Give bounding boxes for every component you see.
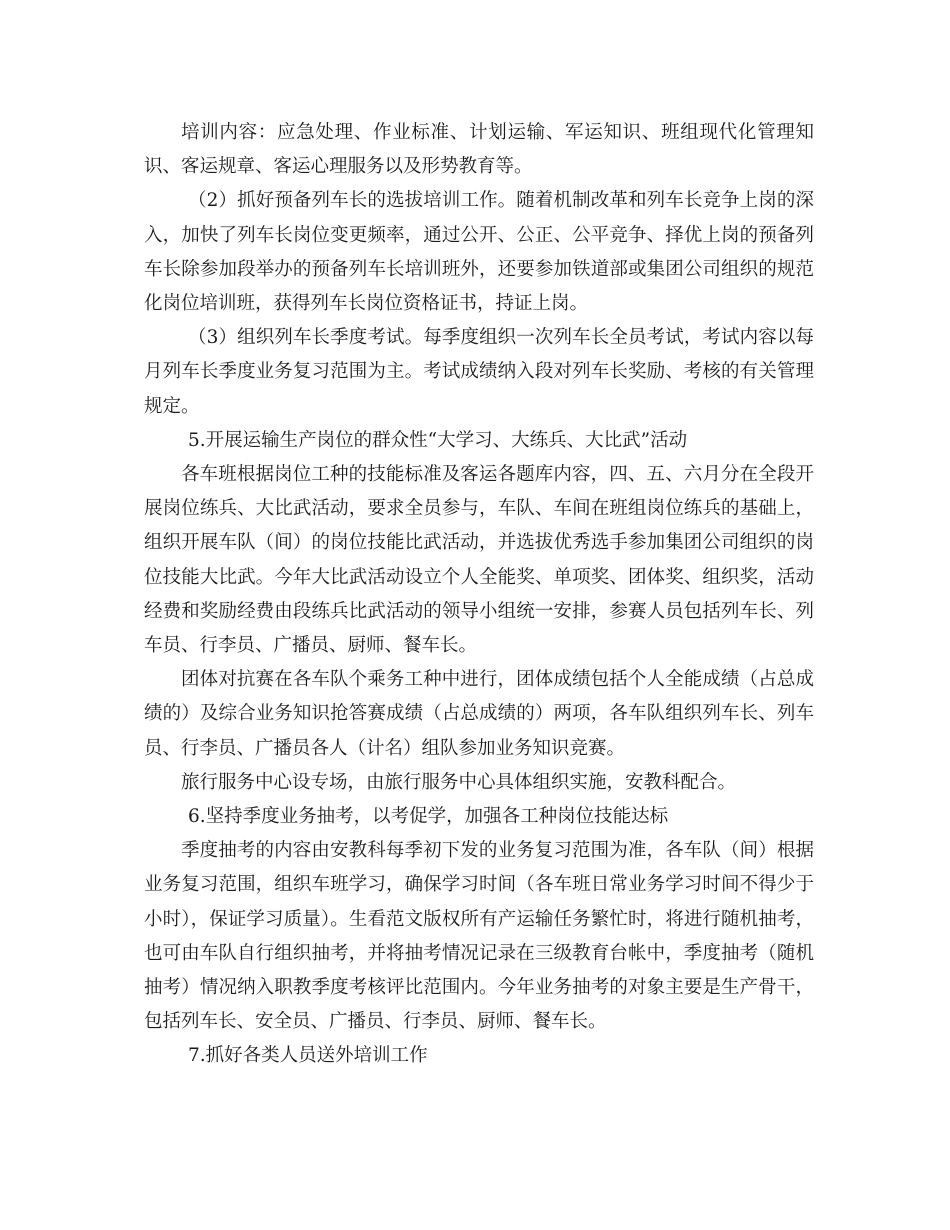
paragraph-team-contest: 团体对抗赛在各车队个乘务工种中进行，团体成绩包括个人全能成绩（占总成绩的）及综合业务知识抢答赛成绩（占总成绩的）两项，各车队组织列车长、列车员、行李员、广播员各人（计名）组队参加业务知识竞赛。 bbox=[144, 669, 814, 759]
section-heading-7: 7.抓好各类人员送外培训工作 bbox=[188, 1045, 428, 1067]
section-heading-6: 6.坚持季度业务抽考，以考促学，加强各工种岗位技能达标 bbox=[188, 806, 669, 828]
document-body bbox=[144, 116, 814, 1074]
section-heading-5: 5.开展运输生产岗位的群众性“大学习、大练兵、大比武”活动 bbox=[188, 429, 688, 451]
paragraph-quarterly-exam: （3）组织列车长季度考试。每季度组织一次列车长全员考试，考试内容以每月列车长季度业务复习范围为主。考试成绩纳入段对列车长奖励、考核的有关管理规定。 bbox=[144, 327, 814, 417]
paragraph-reserve-conductor-training: （2）抓好预备列车长的选拔培训工作。随着机制改革和列车长竞争上岗的深入，加快了列车长岗位变更频率，通过公开、公正、公平竞争、择优上岗的预备列车长除参加段举办的预备列车长培训班外，还要参加铁道部或集团公司组织的规范化岗位培训班，获得列车长岗位资格证书，持证上岗。 bbox=[144, 190, 814, 315]
paragraph-quarterly-spot-check: 季度抽考的内容由安教科每季初下发的业务复习范围为准，各车队（间）根据业务复习范围，组织车班学习，确保学习时间（各车班日常业务学习时间不得少于小时），保证学习质量）。生看范文版权所有产运输任务繁忙时，将进行随机抽考，也可由车队自行组织抽考，并将抽考情况记录在三级教育台帐中，季度抽考（随机抽考）情况纳入职教季度考核评比范围内。今年业务抽考的对象主要是生产骨干，包括列车长、安全员、广播员、行李员、厨师、餐车长。 bbox=[144, 840, 814, 1033]
paragraph-skill-competition: 各车班根据岗位工种的技能标准及客运各题库内容，四、五、六月分在全段开展岗位练兵、大比武活动，要求全员参与，车队、车间在班组岗位练兵的基础上，组织开展车队（间）的岗位技能比武活动，并选拔优秀选手参加集团公司组织的岗位技能大比武。今年大比武活动设立个人全能奖、单项奖、团体奖、组织奖，活动经费和奖励经费由段练兵比武活动的领导小组统一安排，参赛人员包括列车长、列车员、行李员、广播员、厨师、餐车长。 bbox=[144, 464, 814, 657]
paragraph-training-content: 培训内容：应急处理、作业标准、计划运输、军运知识、班组现代化管理知识、客运规章、客运心理服务以及形势教育等。 bbox=[144, 122, 814, 178]
paragraph-travel-service-center: 旅行服务中心设专场，由旅行服务中心具体组织实施，安教科配合。 bbox=[181, 771, 737, 793]
